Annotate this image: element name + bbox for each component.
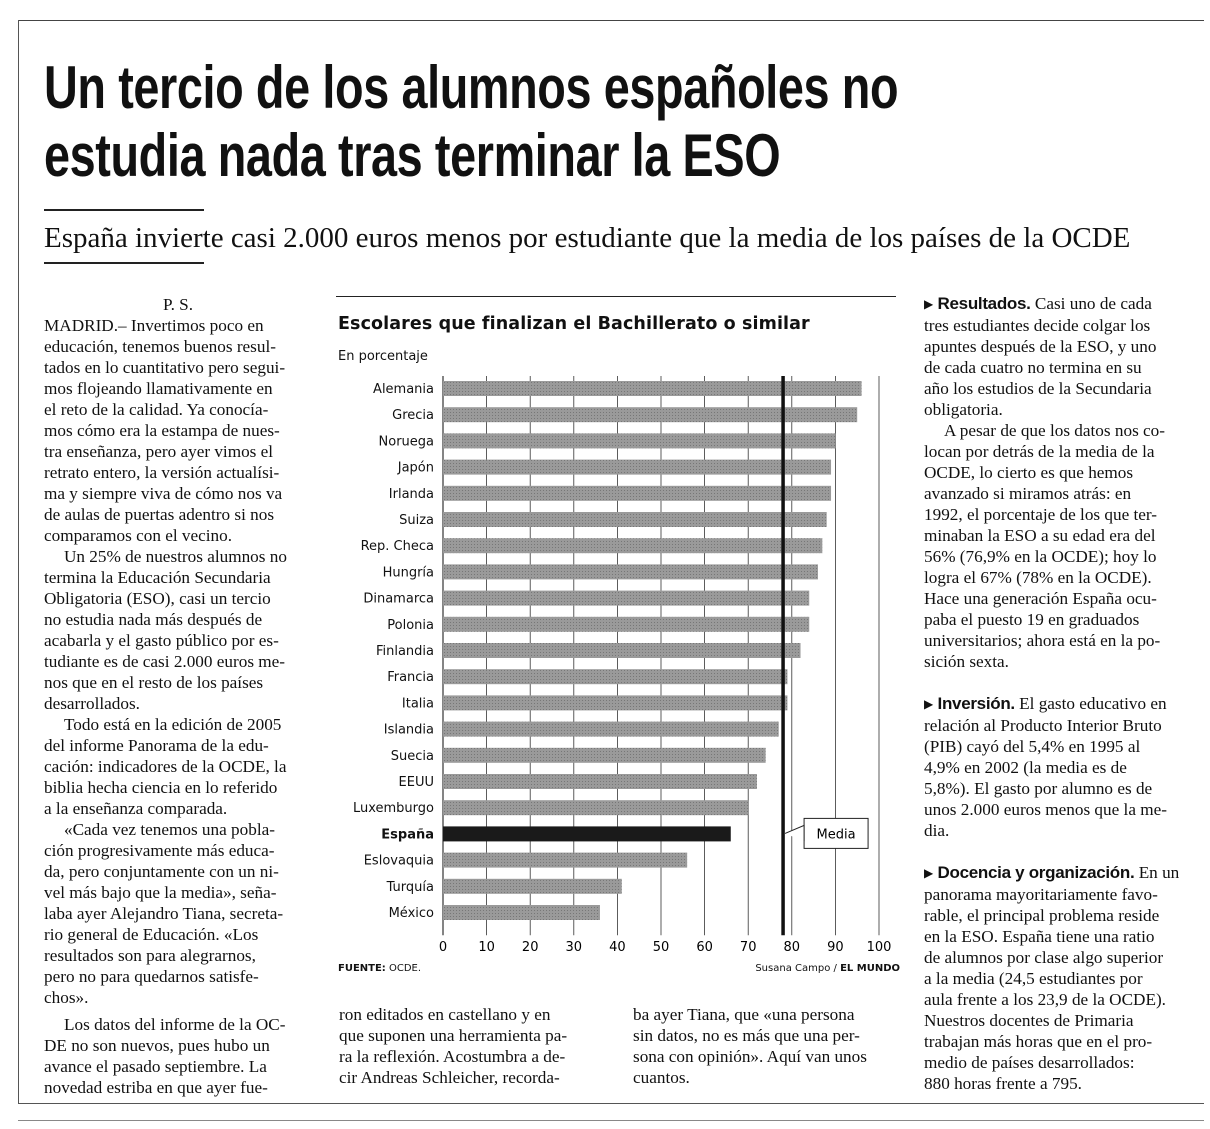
chart-subtitle: En porcentaje — [338, 349, 428, 364]
bar-alemania — [443, 381, 862, 396]
x-tick-label: 70 — [739, 940, 757, 956]
bar-japón — [443, 460, 831, 475]
bar-españa — [443, 826, 731, 841]
category-label: EEUU — [398, 775, 434, 790]
bar-chart — [336, 376, 900, 958]
x-tick-label: 20 — [521, 940, 539, 956]
section-title-resultados: Resultados. — [937, 294, 1031, 313]
bar-finlandia — [443, 643, 801, 658]
bar-irlanda — [443, 486, 831, 501]
bar-turquía — [443, 879, 622, 894]
bar-hungría — [443, 564, 818, 579]
category-label: Hungría — [382, 565, 434, 581]
frame-top-rule — [18, 20, 1204, 21]
category-label: Suiza — [399, 513, 434, 528]
category-label: Grecia — [392, 408, 434, 424]
triangle-bullet-icon: ▶ — [924, 697, 934, 711]
x-tick-label: 10 — [478, 940, 495, 956]
category-label: España — [381, 827, 434, 843]
paragraph-pesar: A pesar de que los datos nos co- locan por detrás de la media de la OCDE, lo cierto es que hemos avanzado si miramos atrás: en 1992, el porcentaje de los que ter- minaban la ESO a su edad era del 56% (76,9% en la OCDE); hoy lo logra el 67% (78% en la OCDE). Hace una generación España ocu- paba el puesto 19 en graduados universitarios; ahora está en la po- sición sexta. — [924, 421, 1166, 671]
bar-rep-checa — [443, 538, 822, 553]
chart-title: Escolares que finalizan el Bachillerato o similar — [338, 314, 810, 334]
category-label: Noruega — [378, 434, 434, 450]
bar-eslovaquia — [443, 853, 687, 868]
bar-islandia — [443, 722, 779, 737]
headline — [44, 56, 925, 192]
category-label: Japón — [397, 460, 434, 476]
category-label: Luxemburgo — [352, 801, 434, 817]
x-tick-label: 30 — [565, 940, 583, 956]
category-label: Alemania — [373, 382, 434, 397]
x-tick-label: 40 — [609, 940, 626, 956]
bar-méxico — [443, 905, 600, 920]
paragraph-eso: Un 25% de nuestros alumnos no termina la Educación Secundaria Obligatoria (ESO), casi un tercio no estudia nada más después de acabarla y el gasto público por es- tudiante es de casi 2.000 euros me- nos que en el resto de los países desarrollados. — [44, 547, 287, 713]
section-inversion: ▶ Inversión. El gasto educativo en relación al Producto Interior Bruto (PIB) cayó del 5,4% en 1995 al 4,9% en 2002 (la media es de 5,8%). El gasto por alumno es de unos 2.000 euros menos que la me- dia. — [924, 694, 1167, 840]
category-label: Francia — [387, 670, 434, 686]
bar-italia — [443, 695, 787, 710]
article-column-3 — [633, 1004, 901, 1088]
category-label: Polonia — [387, 617, 434, 633]
bar-francia — [443, 669, 787, 684]
bar-polonia — [443, 617, 809, 632]
category-label: Italia — [401, 696, 434, 712]
article-column-2 — [339, 1004, 607, 1088]
bar-suiza — [443, 512, 827, 527]
byline: P. S. — [162, 295, 194, 314]
category-label: Rep. Checa — [360, 539, 434, 555]
headline-line-2: estudia nada tras terminar la ESO — [44, 122, 781, 189]
subheadline: España invierte casi 2.000 euros menos por estudiante que la media de los países de la OCDE — [44, 222, 1131, 254]
category-label: Irlanda — [388, 486, 434, 502]
subhead-rule-bottom — [44, 262, 204, 264]
x-tick-label: 50 — [652, 940, 670, 956]
frame-bottom-rule-2 — [18, 1120, 1204, 1121]
bar-noruega — [443, 433, 835, 448]
triangle-bullet-icon: ▶ — [924, 866, 934, 880]
article-column-4 — [924, 293, 1188, 1094]
bar-suecia — [443, 748, 766, 763]
section-docencia: ▶ Docencia y organización. En un panorama mayoritariamente favo- rable, el principal problema reside en la ESO. España tiene una ratio de alumnos por clase algo superior a la media (24,5 estudiantes por aula frente a los 23,9 de la OCDE). Nuestros docentes de Primaria trabajan más horas que en el pro- medio de países desarrollados: 880 horas frente a 795. — [924, 863, 1180, 1093]
frame-bottom-rule — [18, 1103, 1204, 1104]
category-label: Finlandia — [375, 644, 434, 659]
section-title-inversion: Inversión. — [937, 694, 1015, 713]
x-tick-label: 90 — [827, 940, 844, 956]
frame-left-rule — [18, 20, 19, 1104]
article-column-1 — [44, 294, 312, 1098]
x-tick-label: 100 — [866, 940, 892, 956]
chart-box — [336, 296, 900, 980]
x-tick-label: 0 — [438, 940, 448, 956]
paragraph-continuation-2: ba ayer Tiana, que «una persona sin datos, no es más que una per- sona con opinión». Aquí van unos cuantos. — [633, 1005, 867, 1087]
category-label: México — [388, 906, 434, 921]
category-label: Dinamarca — [363, 591, 434, 607]
bar-eeuu — [443, 774, 757, 789]
media-callout-label: Media — [816, 827, 856, 843]
category-label: Suecia — [390, 748, 434, 764]
x-tick-label: 80 — [783, 940, 801, 956]
bar-luxemburgo — [443, 800, 748, 815]
bar-grecia — [443, 407, 857, 422]
category-label: Islandia — [383, 722, 434, 738]
section-title-docencia: Docencia y organización. — [937, 863, 1135, 882]
paragraph-datos: Los datos del informe de la OC- DE no son nuevos, pues hubo un avance el pasado septiembre. La novedad estriba en que ayer fue- — [44, 1015, 286, 1097]
chart-top-rule — [336, 296, 896, 297]
chart-credit: Susana Campo / EL MUNDO — [755, 963, 900, 974]
category-label: Turquía — [386, 879, 434, 895]
paragraph-quote: «Cada vez tenemos una pobla- ción progresivamente más educa- da, pero conjuntamente con un ni- vel más bajo que la media», seña- laba ayer Alejandro Tiana, secreta- rio general de Educación. «Los resultados son para alegrarnos, pero no para quedarnos satisfe- chos». — [44, 820, 284, 1007]
chart-source: FUENTE: OCDE. — [338, 963, 422, 974]
section-resultados: ▶ Resultados. Casi uno de cada tres estudiantes decide colgar los apuntes después de la ESO, y uno de cada cuatro no termina en su año los estudios de la Secundaria obligatoria. — [924, 294, 1157, 419]
media-callout-pointer — [785, 825, 804, 841]
category-label: Eslovaquia — [363, 853, 434, 869]
headline-line-1: Un tercio de los alumnos españoles no — [44, 54, 899, 121]
paragraph-madrid: MADRID.– Invertimos poco en educación, tenemos buenos resul- tados en lo cuantitativo pero segui- mos flojeando llamativamente en el reto de la calidad. Ya conocía- mos cómo era la estampa de nues- tra enseñanza, pero ayer vimos el retrato entero, la versión actualísi- ma y siempre viva de cómo nos va de aulas de puertas adentro si nos comparamos con el vecino. — [44, 316, 286, 545]
paragraph-informe: Todo está en la edición de 2005 del informe Panorama de la edu- cación: indicadores de la OCDE, la biblia hecha ciencia en lo referido a la enseñanza comparada. — [44, 715, 287, 818]
x-tick-label: 60 — [696, 940, 713, 956]
paragraph-continuation-1: ron editados en castellano y en que suponen una herramienta pa- ra la reflexión. Acostumbra a de- cir Andreas Schleicher, recorda- — [339, 1005, 568, 1087]
subhead-rule-top — [44, 209, 204, 211]
bar-dinamarca — [443, 591, 809, 606]
triangle-bullet-icon: ▶ — [924, 297, 934, 311]
